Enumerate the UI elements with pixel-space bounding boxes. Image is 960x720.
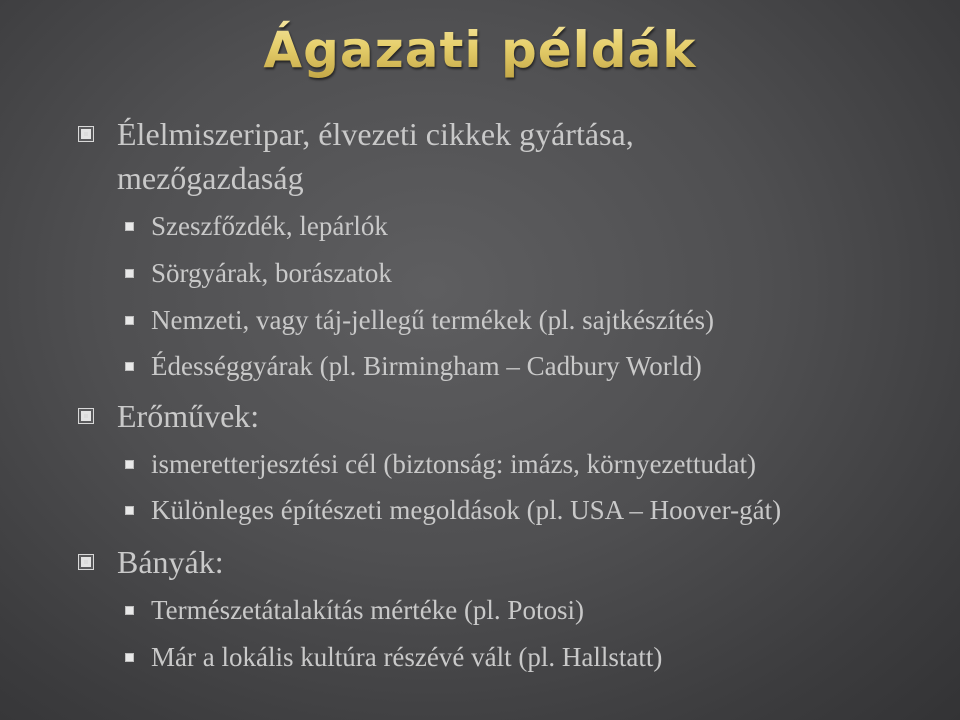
filled-square-bullet-icon [125,653,134,662]
sub-bullet-text: Nemzeti, vagy táj-jellegű termékek (pl. sajtkészítés) [151,305,715,335]
filled-square-bullet-icon [125,222,134,231]
hollow-square-bullet-icon [78,126,94,142]
filled-square-bullet-icon [125,362,134,371]
filled-square-bullet-icon [125,506,134,515]
bullet-text: Erőművek: [117,398,260,434]
bullet-text: Bányák: [117,544,224,580]
filled-square-bullet-icon [125,316,134,325]
sub-bullet-text: Sörgyárak, borászatok [151,258,392,288]
hollow-square-bullet-icon [78,408,94,424]
sub-bullet-text: ismeretterjesztési cél (biztonság: imázs, környezettudat) [151,449,757,479]
hollow-square-bullet-icon [78,554,94,570]
filled-square-bullet-icon [125,606,134,615]
sub-bullet-text: Édességgyárak (pl. Birmingham – Cadbury World) [151,351,702,381]
sub-bullet-text: Természetátalakítás mértéke (pl. Potosi) [151,595,584,625]
filled-square-bullet-icon [125,269,134,278]
sub-bullet-text: Szeszfőzdék, lepárlók [151,211,388,241]
sub-bullet-text: Már a lokális kultúra részévé vált (pl. Hallstatt) [151,642,663,672]
slide-title: Ágazati példák [0,10,960,90]
sub-bullet-text: Különleges építészeti megoldások (pl. USA – Hoover-gát) [151,495,782,525]
bullet-text: Élelmiszeripar, élvezeti cikkek gyártása, mezőgazdaság [117,116,634,196]
filled-square-bullet-icon [125,460,134,469]
